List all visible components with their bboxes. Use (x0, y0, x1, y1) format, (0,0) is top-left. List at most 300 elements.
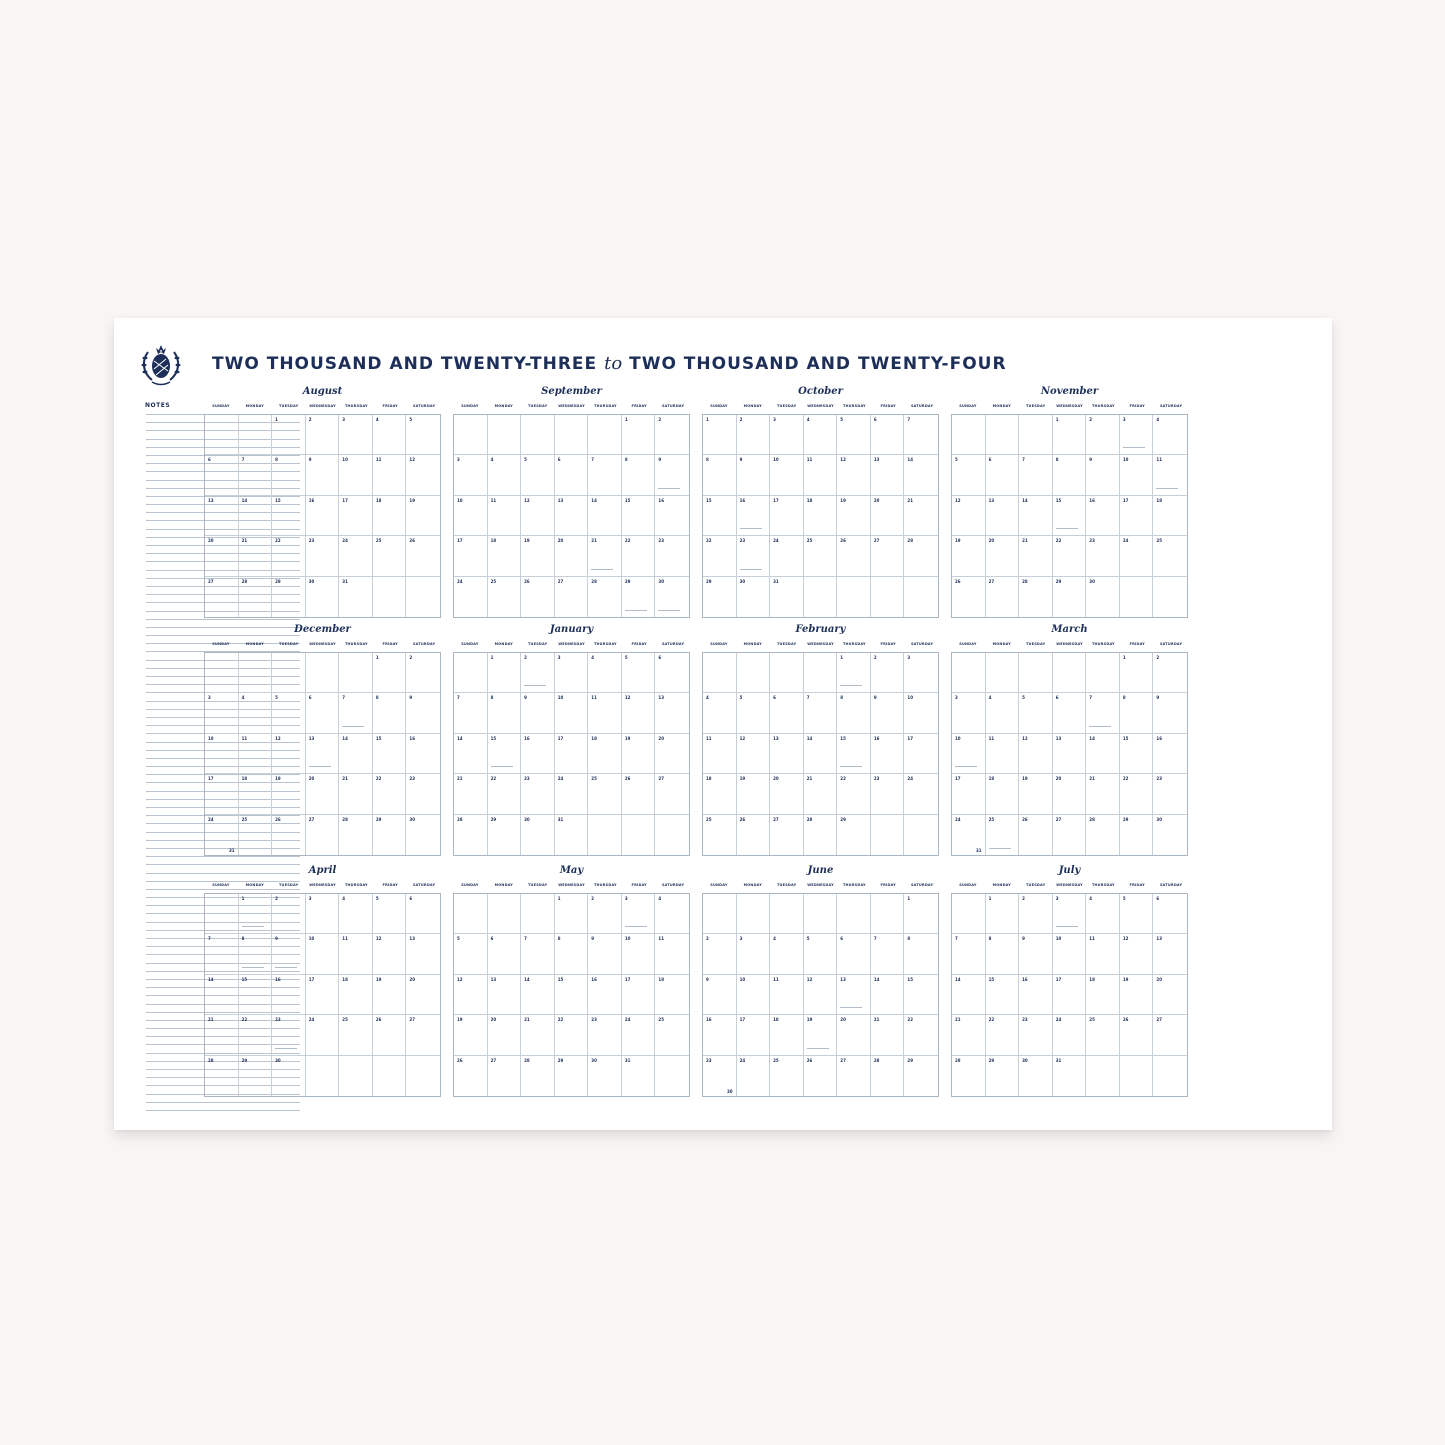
day-cell[interactable] (703, 1015, 737, 1055)
day-cell[interactable] (272, 496, 306, 536)
day-cell[interactable] (1120, 415, 1154, 455)
day-cell[interactable] (622, 577, 656, 617)
day-cell[interactable] (986, 693, 1020, 733)
day-cell[interactable] (406, 455, 440, 495)
day-cell[interactable] (521, 774, 555, 814)
day-cell[interactable] (488, 975, 522, 1015)
day-cell[interactable] (1019, 894, 1053, 934)
day-cell[interactable] (373, 934, 407, 974)
day-cell[interactable] (1053, 496, 1087, 536)
day-cell[interactable] (770, 894, 804, 934)
day-cell[interactable] (373, 734, 407, 774)
day-cell[interactable] (373, 815, 407, 855)
day-cell[interactable] (655, 653, 689, 693)
day-cell[interactable] (1019, 536, 1053, 576)
day-cell[interactable] (622, 536, 656, 576)
day-cell[interactable] (837, 455, 871, 495)
day-cell[interactable] (205, 774, 239, 814)
day-cell[interactable] (239, 1056, 273, 1096)
day-cell[interactable] (339, 1056, 373, 1096)
day-cell[interactable] (1153, 894, 1187, 934)
day-cell[interactable] (952, 653, 986, 693)
day-cell[interactable] (1153, 496, 1187, 536)
day-cell[interactable] (555, 1015, 589, 1055)
day-cell[interactable] (804, 975, 838, 1015)
day-cell[interactable] (488, 774, 522, 814)
day-cell[interactable] (804, 734, 838, 774)
day-cell[interactable] (339, 934, 373, 974)
day-cell[interactable] (1053, 774, 1087, 814)
day-cell[interactable] (986, 815, 1020, 855)
day-cell[interactable] (986, 894, 1020, 934)
day-cell[interactable] (1153, 415, 1187, 455)
day-cell[interactable] (904, 536, 938, 576)
day-cell[interactable] (521, 1056, 555, 1096)
day-cell[interactable] (622, 496, 656, 536)
day-cell[interactable] (904, 496, 938, 536)
day-cell[interactable] (986, 415, 1020, 455)
day-cell[interactable] (952, 693, 986, 733)
day-cell[interactable] (655, 536, 689, 576)
day-cell[interactable] (205, 536, 239, 576)
day-cell[interactable] (804, 455, 838, 495)
day-cell[interactable] (952, 536, 986, 576)
day-cell[interactable] (904, 455, 938, 495)
day-cell[interactable] (205, 975, 239, 1015)
day-cell[interactable] (488, 934, 522, 974)
day-cell[interactable] (837, 975, 871, 1015)
day-cell[interactable] (770, 975, 804, 1015)
day-cell[interactable] (555, 536, 589, 576)
day-cell[interactable] (804, 1056, 838, 1096)
day-cell[interactable] (373, 975, 407, 1015)
day-cell[interactable] (986, 734, 1020, 774)
day-cell[interactable] (1053, 455, 1087, 495)
day-cell[interactable] (555, 693, 589, 733)
day-cell[interactable] (454, 1015, 488, 1055)
day-cell[interactable] (488, 734, 522, 774)
day-cell[interactable] (871, 455, 905, 495)
day-cell[interactable] (770, 693, 804, 733)
day-cell[interactable] (521, 975, 555, 1015)
day-cell[interactable] (904, 1056, 938, 1096)
day-cell[interactable] (555, 934, 589, 974)
day-cell[interactable] (488, 415, 522, 455)
day-cell[interactable] (373, 894, 407, 934)
day-cell[interactable] (770, 653, 804, 693)
day-cell[interactable] (555, 894, 589, 934)
day-cell[interactable] (1053, 577, 1087, 617)
day-cell[interactable] (1153, 693, 1187, 733)
day-cell[interactable] (703, 536, 737, 576)
day-cell[interactable] (1153, 934, 1187, 974)
day-cell[interactable] (205, 455, 239, 495)
day-cell[interactable] (737, 815, 771, 855)
day-cell[interactable] (521, 415, 555, 455)
day-cell[interactable] (904, 577, 938, 617)
day-cell[interactable] (986, 934, 1020, 974)
day-cell[interactable] (737, 496, 771, 536)
day-cell[interactable] (406, 734, 440, 774)
day-cell[interactable] (622, 1015, 656, 1055)
day-cell[interactable] (521, 653, 555, 693)
day-cell[interactable] (952, 577, 986, 617)
day-cell[interactable] (1120, 653, 1154, 693)
day-cell[interactable] (904, 653, 938, 693)
day-cell[interactable] (871, 1056, 905, 1096)
day-cell[interactable] (737, 693, 771, 733)
day-cell[interactable] (488, 536, 522, 576)
day-cell[interactable] (1120, 1015, 1154, 1055)
day-cell[interactable] (521, 496, 555, 536)
day-cell[interactable] (373, 577, 407, 617)
day-cell[interactable] (904, 975, 938, 1015)
day-cell[interactable] (339, 1015, 373, 1055)
day-cell[interactable] (1086, 934, 1120, 974)
day-cell[interactable] (837, 496, 871, 536)
day-cell[interactable] (871, 934, 905, 974)
day-cell[interactable] (306, 693, 340, 733)
day-cell[interactable] (339, 815, 373, 855)
day-cell[interactable] (804, 415, 838, 455)
day-cell[interactable] (737, 975, 771, 1015)
day-cell[interactable] (373, 496, 407, 536)
day-cell[interactable] (804, 934, 838, 974)
day-cell[interactable] (1153, 577, 1187, 617)
day-cell[interactable] (655, 415, 689, 455)
day-cell[interactable] (306, 734, 340, 774)
day-cell[interactable] (952, 975, 986, 1015)
day-cell[interactable] (406, 536, 440, 576)
day-cell[interactable] (306, 975, 340, 1015)
day-cell[interactable] (521, 894, 555, 934)
day-cell[interactable] (454, 815, 488, 855)
day-cell[interactable] (339, 774, 373, 814)
day-cell[interactable] (272, 536, 306, 576)
day-cell[interactable] (622, 815, 656, 855)
day-cell[interactable] (703, 455, 737, 495)
day-cell[interactable] (1086, 577, 1120, 617)
day-cell[interactable] (239, 455, 273, 495)
day-cell[interactable] (588, 815, 622, 855)
day-cell[interactable] (703, 693, 737, 733)
day-cell[interactable] (737, 415, 771, 455)
day-cell[interactable] (1019, 693, 1053, 733)
day-cell[interactable] (837, 415, 871, 455)
day-cell[interactable] (804, 536, 838, 576)
day-cell[interactable] (521, 934, 555, 974)
day-cell[interactable] (272, 415, 306, 455)
day-cell[interactable] (205, 1015, 239, 1055)
day-cell[interactable] (737, 577, 771, 617)
day-cell[interactable] (339, 455, 373, 495)
day-cell[interactable] (306, 894, 340, 934)
day-cell[interactable] (588, 894, 622, 934)
day-cell[interactable] (871, 653, 905, 693)
day-cell[interactable] (373, 536, 407, 576)
day-cell[interactable] (306, 1056, 340, 1096)
day-cell[interactable] (272, 934, 306, 974)
day-cell[interactable] (1120, 496, 1154, 536)
day-cell[interactable] (521, 734, 555, 774)
day-cell[interactable] (1019, 577, 1053, 617)
day-cell[interactable] (770, 934, 804, 974)
day-cell[interactable] (871, 496, 905, 536)
day-cell[interactable] (239, 536, 273, 576)
day-cell[interactable] (454, 455, 488, 495)
day-cell[interactable] (703, 1056, 737, 1096)
day-cell[interactable] (306, 455, 340, 495)
day-cell[interactable] (837, 1015, 871, 1055)
day-cell[interactable] (622, 455, 656, 495)
day-cell[interactable] (1120, 536, 1154, 576)
day-cell[interactable] (871, 894, 905, 934)
day-cell[interactable] (239, 577, 273, 617)
day-cell[interactable] (804, 774, 838, 814)
day-cell[interactable] (406, 653, 440, 693)
day-cell[interactable] (837, 536, 871, 576)
day-cell[interactable] (871, 577, 905, 617)
day-cell[interactable] (555, 415, 589, 455)
day-cell[interactable] (1053, 653, 1087, 693)
day-cell[interactable] (1086, 815, 1120, 855)
day-cell[interactable] (986, 653, 1020, 693)
day-cell[interactable] (1153, 653, 1187, 693)
day-cell[interactable] (871, 774, 905, 814)
day-cell[interactable] (986, 975, 1020, 1015)
day-cell[interactable] (272, 1056, 306, 1096)
day-cell[interactable] (837, 934, 871, 974)
day-cell[interactable] (1053, 815, 1087, 855)
day-cell[interactable] (454, 1056, 488, 1096)
day-cell[interactable] (239, 975, 273, 1015)
day-cell[interactable] (588, 975, 622, 1015)
day-cell[interactable] (703, 577, 737, 617)
day-cell[interactable] (986, 774, 1020, 814)
day-cell[interactable] (555, 774, 589, 814)
day-cell[interactable] (804, 577, 838, 617)
day-cell[interactable] (1153, 734, 1187, 774)
day-cell[interactable] (837, 653, 871, 693)
day-cell[interactable] (737, 536, 771, 576)
day-cell[interactable] (1120, 693, 1154, 733)
day-cell[interactable] (272, 774, 306, 814)
day-cell[interactable] (488, 653, 522, 693)
day-cell[interactable] (373, 1015, 407, 1055)
day-cell[interactable] (904, 734, 938, 774)
day-cell[interactable] (454, 496, 488, 536)
day-cell[interactable] (1019, 975, 1053, 1015)
day-cell[interactable] (770, 774, 804, 814)
day-cell[interactable] (488, 693, 522, 733)
day-cell[interactable] (1120, 894, 1154, 934)
day-cell[interactable] (339, 894, 373, 934)
day-cell[interactable] (406, 975, 440, 1015)
day-cell[interactable] (1053, 536, 1087, 576)
day-cell[interactable] (1153, 774, 1187, 814)
day-cell[interactable] (952, 734, 986, 774)
day-cell[interactable] (1153, 975, 1187, 1015)
day-cell[interactable] (1086, 894, 1120, 934)
day-cell[interactable] (454, 734, 488, 774)
day-cell[interactable] (205, 1056, 239, 1096)
day-cell[interactable] (588, 1015, 622, 1055)
day-cell[interactable] (454, 934, 488, 974)
day-cell[interactable] (406, 415, 440, 455)
day-cell[interactable] (1019, 653, 1053, 693)
day-cell[interactable] (1019, 1015, 1053, 1055)
day-cell[interactable] (622, 894, 656, 934)
day-cell[interactable] (588, 496, 622, 536)
day-cell[interactable] (1086, 496, 1120, 536)
day-cell[interactable] (770, 1015, 804, 1055)
day-cell[interactable] (306, 496, 340, 536)
day-cell[interactable] (703, 653, 737, 693)
day-cell[interactable] (239, 653, 273, 693)
day-cell[interactable] (339, 653, 373, 693)
day-cell[interactable] (703, 734, 737, 774)
day-cell[interactable] (770, 734, 804, 774)
day-cell[interactable] (205, 815, 239, 855)
day-cell[interactable] (488, 496, 522, 536)
day-cell[interactable] (703, 774, 737, 814)
day-cell[interactable] (737, 934, 771, 974)
day-cell[interactable] (454, 415, 488, 455)
day-cell[interactable] (588, 734, 622, 774)
day-cell[interactable] (737, 774, 771, 814)
day-cell[interactable] (272, 734, 306, 774)
day-cell[interactable] (703, 975, 737, 1015)
day-cell[interactable] (804, 815, 838, 855)
day-cell[interactable] (770, 577, 804, 617)
day-cell[interactable] (703, 815, 737, 855)
day-cell[interactable] (521, 693, 555, 733)
day-cell[interactable] (703, 934, 737, 974)
day-cell[interactable] (1053, 1056, 1087, 1096)
day-cell[interactable] (588, 415, 622, 455)
day-cell[interactable] (871, 734, 905, 774)
day-cell[interactable] (986, 1056, 1020, 1096)
day-cell[interactable] (904, 415, 938, 455)
day-cell[interactable] (737, 653, 771, 693)
day-cell[interactable] (488, 1056, 522, 1096)
day-cell[interactable] (239, 1015, 273, 1055)
day-cell[interactable] (555, 577, 589, 617)
day-cell[interactable] (272, 975, 306, 1015)
day-cell[interactable] (555, 1056, 589, 1096)
day-cell[interactable] (205, 653, 239, 693)
day-cell[interactable] (406, 693, 440, 733)
day-cell[interactable] (205, 894, 239, 934)
day-cell[interactable] (1120, 1056, 1154, 1096)
day-cell[interactable] (205, 577, 239, 617)
day-cell[interactable] (272, 815, 306, 855)
day-cell[interactable] (406, 1015, 440, 1055)
day-cell[interactable] (521, 455, 555, 495)
day-cell[interactable] (1086, 1015, 1120, 1055)
day-cell[interactable] (1086, 1056, 1120, 1096)
day-cell[interactable] (205, 934, 239, 974)
day-cell[interactable] (373, 693, 407, 733)
day-cell[interactable] (454, 653, 488, 693)
day-cell[interactable] (454, 693, 488, 733)
day-cell[interactable] (205, 734, 239, 774)
day-cell[interactable] (454, 536, 488, 576)
day-cell[interactable] (1086, 536, 1120, 576)
day-cell[interactable] (737, 1015, 771, 1055)
day-cell[interactable] (837, 693, 871, 733)
day-cell[interactable] (373, 1056, 407, 1096)
day-cell[interactable] (837, 894, 871, 934)
day-cell[interactable] (703, 894, 737, 934)
day-cell[interactable] (239, 496, 273, 536)
day-cell[interactable] (655, 693, 689, 733)
day-cell[interactable] (770, 815, 804, 855)
day-cell[interactable] (339, 975, 373, 1015)
day-cell[interactable] (837, 577, 871, 617)
day-cell[interactable] (1120, 975, 1154, 1015)
day-cell[interactable] (521, 1015, 555, 1055)
day-cell[interactable] (306, 774, 340, 814)
day-cell[interactable] (703, 415, 737, 455)
day-cell[interactable] (588, 774, 622, 814)
day-cell[interactable] (488, 1015, 522, 1055)
day-cell[interactable] (904, 1015, 938, 1055)
day-cell[interactable] (1019, 415, 1053, 455)
day-cell[interactable] (205, 693, 239, 733)
day-cell[interactable] (770, 415, 804, 455)
day-cell[interactable] (454, 894, 488, 934)
day-cell[interactable] (871, 815, 905, 855)
day-cell[interactable] (306, 1015, 340, 1055)
day-cell[interactable] (488, 455, 522, 495)
day-cell[interactable] (904, 934, 938, 974)
day-cell[interactable] (655, 774, 689, 814)
day-cell[interactable] (737, 734, 771, 774)
day-cell[interactable] (406, 577, 440, 617)
day-cell[interactable] (488, 577, 522, 617)
day-cell[interactable] (986, 496, 1020, 536)
day-cell[interactable] (622, 734, 656, 774)
day-cell[interactable] (655, 934, 689, 974)
day-cell[interactable] (1053, 934, 1087, 974)
day-cell[interactable] (770, 455, 804, 495)
day-cell[interactable] (555, 653, 589, 693)
day-cell[interactable] (837, 774, 871, 814)
day-cell[interactable] (1019, 455, 1053, 495)
day-cell[interactable] (770, 536, 804, 576)
day-cell[interactable] (703, 496, 737, 536)
day-cell[interactable] (1019, 815, 1053, 855)
day-cell[interactable] (1053, 734, 1087, 774)
day-cell[interactable] (837, 1056, 871, 1096)
day-cell[interactable] (904, 693, 938, 733)
day-cell[interactable] (406, 894, 440, 934)
day-cell[interactable] (521, 815, 555, 855)
day-cell[interactable] (655, 496, 689, 536)
day-cell[interactable] (1086, 455, 1120, 495)
day-cell[interactable] (1153, 455, 1187, 495)
day-cell[interactable] (1120, 774, 1154, 814)
day-cell[interactable] (1120, 455, 1154, 495)
day-cell[interactable] (306, 815, 340, 855)
day-cell[interactable] (373, 415, 407, 455)
day-cell[interactable] (588, 693, 622, 733)
day-cell[interactable] (488, 894, 522, 934)
day-cell[interactable] (871, 536, 905, 576)
day-cell[interactable] (339, 536, 373, 576)
day-cell[interactable] (871, 1015, 905, 1055)
